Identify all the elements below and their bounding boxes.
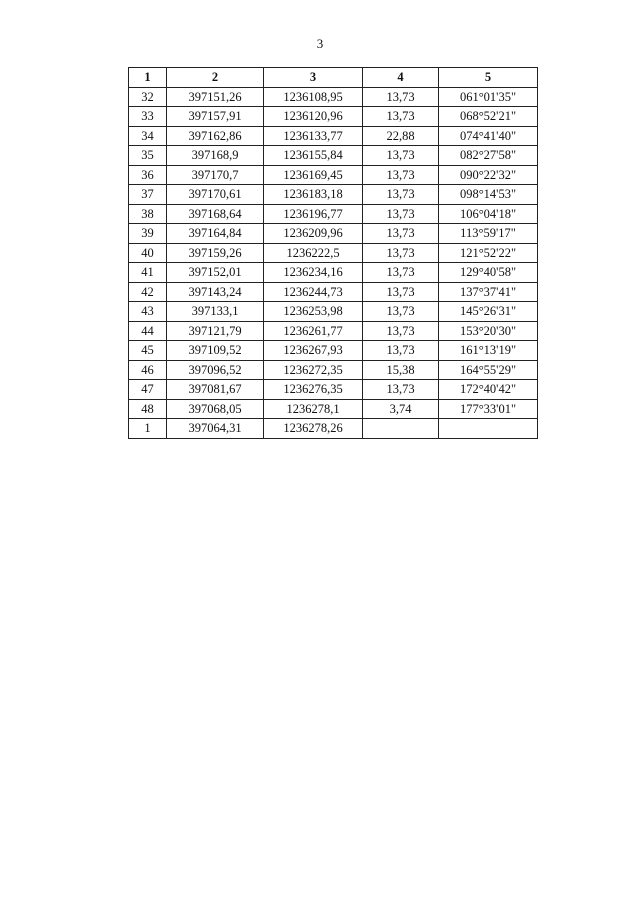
table-row xyxy=(129,107,538,127)
point-number-cell: 35 xyxy=(129,146,167,166)
table-row xyxy=(129,399,538,419)
y-coordinate-cell: 1236276,35 xyxy=(264,380,363,400)
y-coordinate-cell: 1236278,1 xyxy=(264,399,363,419)
y-coordinate-cell: 1236244,73 xyxy=(264,282,363,302)
x-coordinate-cell: 397151,26 xyxy=(167,87,264,107)
bearing-cell: 164°55'29" xyxy=(439,360,538,380)
table-row xyxy=(129,302,538,322)
table-row xyxy=(129,204,538,224)
x-coordinate-cell: 397133,1 xyxy=(167,302,264,322)
point-number-cell: 34 xyxy=(129,126,167,146)
x-coordinate-cell: 397168,64 xyxy=(167,204,264,224)
table-row xyxy=(129,360,538,380)
bearing-cell: 061°01'35" xyxy=(439,87,538,107)
table-row xyxy=(129,224,538,244)
x-coordinate-cell: 397157,91 xyxy=(167,107,264,127)
y-coordinate-cell: 1236261,77 xyxy=(264,321,363,341)
length-cell: 13,73 xyxy=(363,87,439,107)
point-number-cell: 44 xyxy=(129,321,167,341)
bearing-cell: 098°14'53" xyxy=(439,185,538,205)
length-cell: 13,73 xyxy=(363,380,439,400)
y-coordinate-cell: 1236209,96 xyxy=(264,224,363,244)
bearing-cell: 090°22'32" xyxy=(439,165,538,185)
bearing-cell: 153°20'30" xyxy=(439,321,538,341)
bearing-cell: 068°52'21" xyxy=(439,107,538,127)
y-coordinate-cell: 1236108,95 xyxy=(264,87,363,107)
length-cell: 13,73 xyxy=(363,263,439,283)
y-coordinate-cell: 1236272,35 xyxy=(264,360,363,380)
bearing-cell: 074°41'40" xyxy=(439,126,538,146)
length-cell: 3,74 xyxy=(363,399,439,419)
length-cell xyxy=(363,419,439,439)
length-cell: 15,38 xyxy=(363,360,439,380)
x-coordinate-cell: 397096,52 xyxy=(167,360,264,380)
point-number-cell: 39 xyxy=(129,224,167,244)
bearing-cell: 145°26'31" xyxy=(439,302,538,322)
point-number-cell: 36 xyxy=(129,165,167,185)
coordinates-table xyxy=(128,67,538,439)
point-number-cell: 38 xyxy=(129,204,167,224)
x-coordinate-cell: 397164,84 xyxy=(167,224,264,244)
length-cell: 13,73 xyxy=(363,185,439,205)
table-row xyxy=(129,341,538,361)
table-row xyxy=(129,380,538,400)
point-number-cell: 40 xyxy=(129,243,167,263)
y-coordinate-cell: 1236133,77 xyxy=(264,126,363,146)
y-coordinate-cell: 1236196,77 xyxy=(264,204,363,224)
page-number: 3 xyxy=(316,36,324,51)
bearing-cell: 129°40'58" xyxy=(439,263,538,283)
bearing-cell: 106°04'18" xyxy=(439,204,538,224)
x-coordinate-cell: 397170,7 xyxy=(167,165,264,185)
point-number-cell: 1 xyxy=(129,419,167,439)
length-cell: 13,73 xyxy=(363,321,439,341)
column-header-3: 3 xyxy=(264,68,363,88)
y-coordinate-cell: 1236183,18 xyxy=(264,185,363,205)
length-cell: 13,73 xyxy=(363,224,439,244)
column-header-5: 5 xyxy=(439,68,538,88)
y-coordinate-cell: 1236278,26 xyxy=(264,419,363,439)
length-cell: 13,73 xyxy=(363,146,439,166)
x-coordinate-cell: 397121,79 xyxy=(167,321,264,341)
x-coordinate-cell: 397159,26 xyxy=(167,243,264,263)
y-coordinate-cell: 1236234,16 xyxy=(264,263,363,283)
length-cell: 13,73 xyxy=(363,282,439,302)
table-row xyxy=(129,263,538,283)
point-number-cell: 33 xyxy=(129,107,167,127)
bearing-cell xyxy=(439,419,538,439)
length-cell: 13,73 xyxy=(363,165,439,185)
column-header-1: 1 xyxy=(129,68,167,88)
x-coordinate-cell: 397064,31 xyxy=(167,419,264,439)
point-number-cell: 46 xyxy=(129,360,167,380)
length-cell: 13,73 xyxy=(363,204,439,224)
point-number-cell: 47 xyxy=(129,380,167,400)
table-row xyxy=(129,146,538,166)
bearing-cell: 172°40'42" xyxy=(439,380,538,400)
y-coordinate-cell: 1236222,5 xyxy=(264,243,363,263)
y-coordinate-cell: 1236253,98 xyxy=(264,302,363,322)
length-cell: 13,73 xyxy=(363,341,439,361)
table-row xyxy=(129,185,538,205)
bearing-cell: 082°27'58" xyxy=(439,146,538,166)
bearing-cell: 137°37'41" xyxy=(439,282,538,302)
point-number-cell: 37 xyxy=(129,185,167,205)
y-coordinate-cell: 1236120,96 xyxy=(264,107,363,127)
table-row xyxy=(129,126,538,146)
x-coordinate-cell: 397162,86 xyxy=(167,126,264,146)
table-row xyxy=(129,419,538,439)
y-coordinate-cell: 1236267,93 xyxy=(264,341,363,361)
point-number-cell: 43 xyxy=(129,302,167,322)
length-cell: 13,73 xyxy=(363,243,439,263)
length-cell: 13,73 xyxy=(363,302,439,322)
table-body xyxy=(129,87,538,438)
point-number-cell: 45 xyxy=(129,341,167,361)
bearing-cell: 121°52'22" xyxy=(439,243,538,263)
x-coordinate-cell: 397152,01 xyxy=(167,263,264,283)
x-coordinate-cell: 397170,61 xyxy=(167,185,264,205)
table-row xyxy=(129,165,538,185)
length-cell: 22,88 xyxy=(363,126,439,146)
x-coordinate-cell: 397143,24 xyxy=(167,282,264,302)
point-number-cell: 48 xyxy=(129,399,167,419)
bearing-cell: 177°33'01" xyxy=(439,399,538,419)
length-cell: 13,73 xyxy=(363,107,439,127)
bearing-cell: 161°13'19" xyxy=(439,341,538,361)
table-row xyxy=(129,321,538,341)
bearing-cell: 113°59'17" xyxy=(439,224,538,244)
column-header-4: 4 xyxy=(363,68,439,88)
x-coordinate-cell: 397081,67 xyxy=(167,380,264,400)
table-row xyxy=(129,282,538,302)
x-coordinate-cell: 397068,05 xyxy=(167,399,264,419)
point-number-cell: 41 xyxy=(129,263,167,283)
y-coordinate-cell: 1236169,45 xyxy=(264,165,363,185)
point-number-cell: 42 xyxy=(129,282,167,302)
table-header-row xyxy=(129,68,538,88)
table-row xyxy=(129,87,538,107)
x-coordinate-cell: 397168,9 xyxy=(167,146,264,166)
point-number-cell: 32 xyxy=(129,87,167,107)
y-coordinate-cell: 1236155,84 xyxy=(264,146,363,166)
x-coordinate-cell: 397109,52 xyxy=(167,341,264,361)
column-header-2: 2 xyxy=(167,68,264,88)
table-row xyxy=(129,243,538,263)
